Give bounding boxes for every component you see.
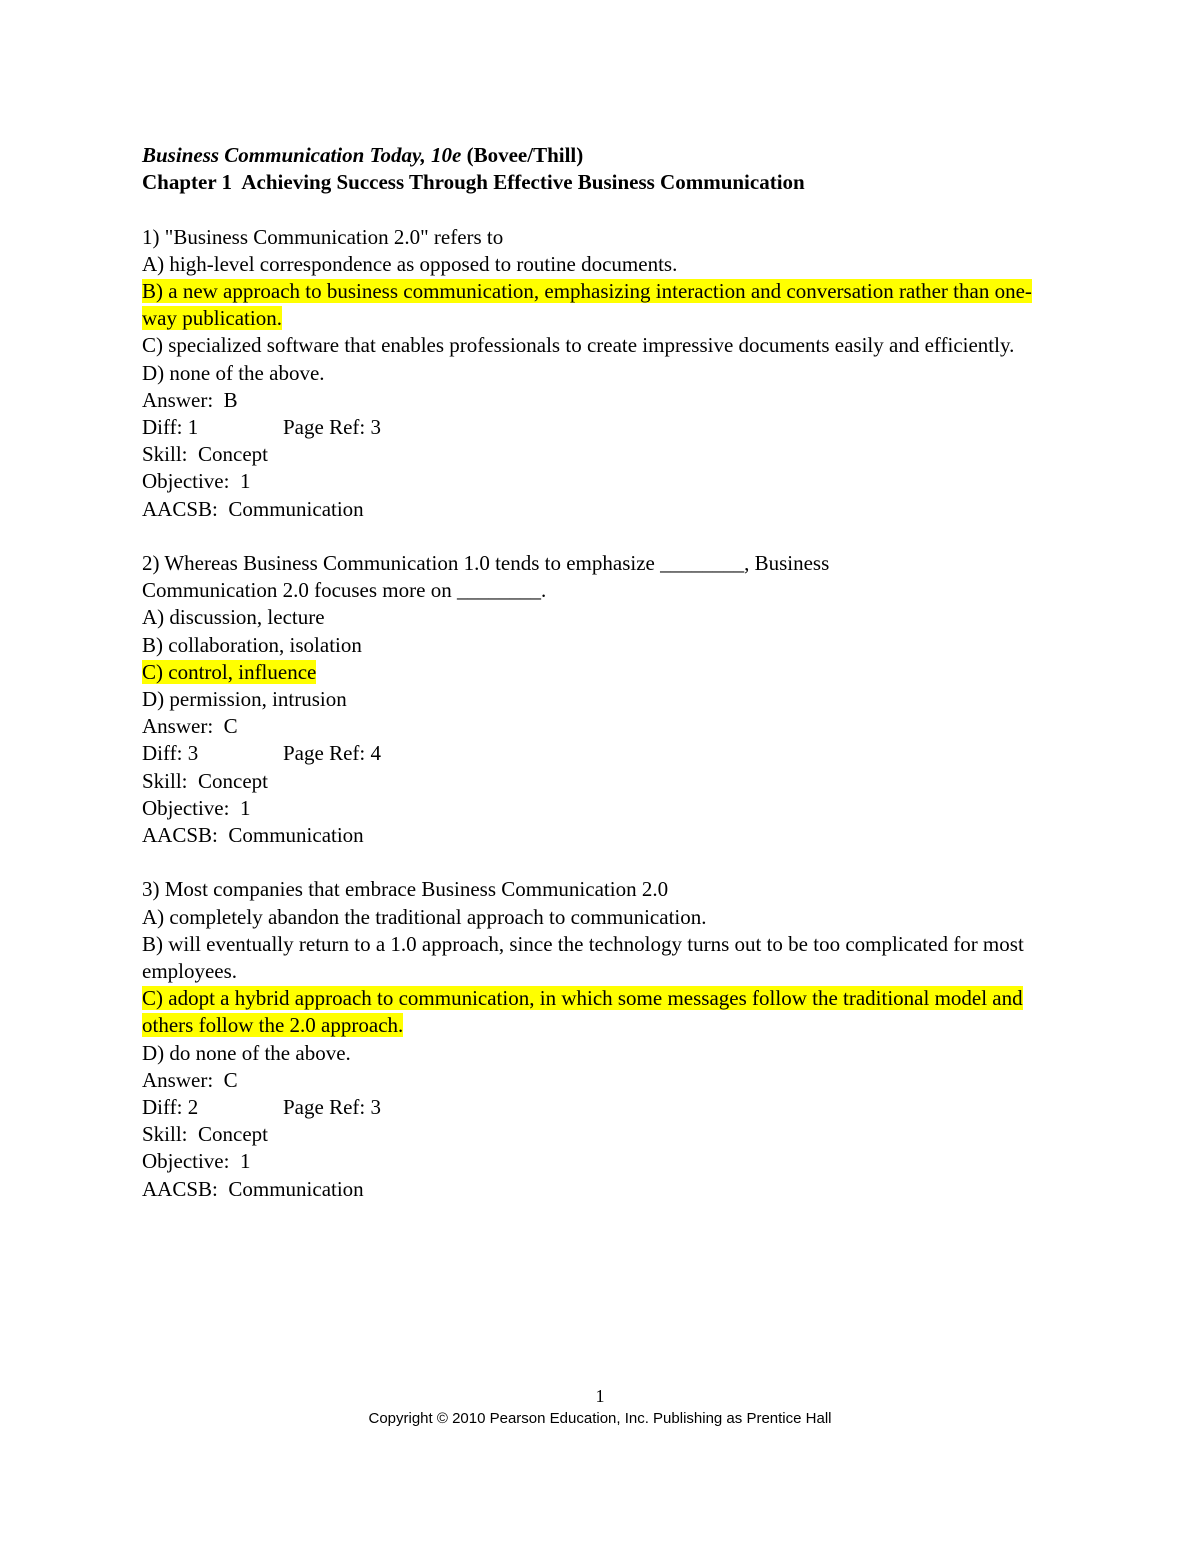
difficulty: Diff: 3 [142, 741, 199, 766]
option-text: B) will eventually return to a 1.0 approach, since the technology turns out to be too complicated for most employees. [142, 931, 1024, 984]
option-a [142, 251, 1062, 278]
option-text: C) specialized software that enables professionals to create impressive documents easily and efficiently. [142, 333, 1015, 358]
question-block-1 [142, 224, 1062, 523]
option-d [142, 686, 1062, 713]
highlighted-option-text: B) a new approach to business communication, emphasizing interaction and conversation rather than one-way publication. [142, 279, 1032, 331]
question-stem: 2) Whereas Business Communication 1.0 tends to emphasize ________, Business Communication 2.0 focuses more on ________. [142, 551, 835, 603]
option-d [142, 1040, 1062, 1067]
book-title-line [142, 142, 1062, 169]
diff-pageref-row [142, 740, 1062, 767]
option-text: B) collaboration, isolation [142, 632, 362, 657]
option-d [142, 360, 1062, 387]
diff-pageref-row [142, 414, 1062, 441]
question-block-3 [142, 876, 1062, 1202]
copyright-notice: Copyright © 2010 Pearson Education, Inc. Publishing as Prentice Hall [368, 1410, 832, 1427]
option-b-correct [142, 278, 1062, 332]
option-text: D) do none of the above. [142, 1040, 351, 1065]
spacer [142, 849, 1062, 876]
answer-line: Answer: C [142, 714, 238, 739]
skill-line: Skill: Concept [142, 1122, 268, 1147]
skill-line: Skill: Concept [142, 768, 268, 793]
option-a [142, 904, 1062, 931]
diff-pageref-row [142, 1094, 1062, 1121]
aacsb-line: AACSB: Communication [142, 823, 364, 848]
highlighted-option-text: C) adopt a hybrid approach to communication, in which some messages follow the traditional model and others follow the 2.0 approach. [142, 986, 1023, 1038]
book-title: Business Communication Today, 10e [142, 143, 462, 167]
question-block-2 [142, 550, 1062, 849]
question-stem: 3) Most companies that embrace Business Communication 2.0 [142, 877, 669, 902]
answer-line: Answer: B [142, 387, 238, 412]
document-body [142, 142, 1062, 1203]
option-a [142, 604, 1062, 631]
option-c-correct [142, 659, 1062, 686]
difficulty: Diff: 1 [142, 415, 199, 440]
option-c-correct [142, 985, 1062, 1039]
option-text: A) high-level correspondence as opposed to routine documents. [142, 251, 678, 276]
page-ref: Page Ref: 3 [283, 1095, 381, 1120]
option-text: D) permission, intrusion [142, 687, 347, 712]
page-ref: Page Ref: 3 [283, 415, 381, 440]
option-text: D) none of the above. [142, 360, 325, 385]
chapter-title: Chapter 1 Achieving Success Through Effective Business Communication [142, 170, 805, 195]
aacsb-line: AACSB: Communication [142, 1176, 364, 1201]
question-stem: 1) "Business Communication 2.0" refers to [142, 224, 504, 249]
difficulty: Diff: 2 [142, 1095, 199, 1120]
option-b [142, 632, 1062, 659]
objective-line: Objective: 1 [142, 469, 251, 494]
objective-line: Objective: 1 [142, 795, 251, 820]
objective-line: Objective: 1 [142, 1149, 251, 1174]
spacer [142, 196, 1062, 223]
skill-line: Skill: Concept [142, 442, 268, 467]
option-text: A) completely abandon the traditional approach to communication. [142, 904, 707, 929]
page-ref: Page Ref: 4 [283, 741, 381, 766]
answer-line: Answer: C [142, 1067, 238, 1092]
highlighted-option-text: C) control, influence [142, 659, 317, 684]
option-text: A) discussion, lecture [142, 605, 325, 630]
option-b [142, 931, 1062, 985]
aacsb-line: AACSB: Communication [142, 496, 364, 521]
page-number: 1 [595, 1386, 605, 1406]
book-authors: (Bovee/Thill) [466, 143, 584, 167]
option-c [142, 332, 1062, 359]
spacer [142, 523, 1062, 550]
